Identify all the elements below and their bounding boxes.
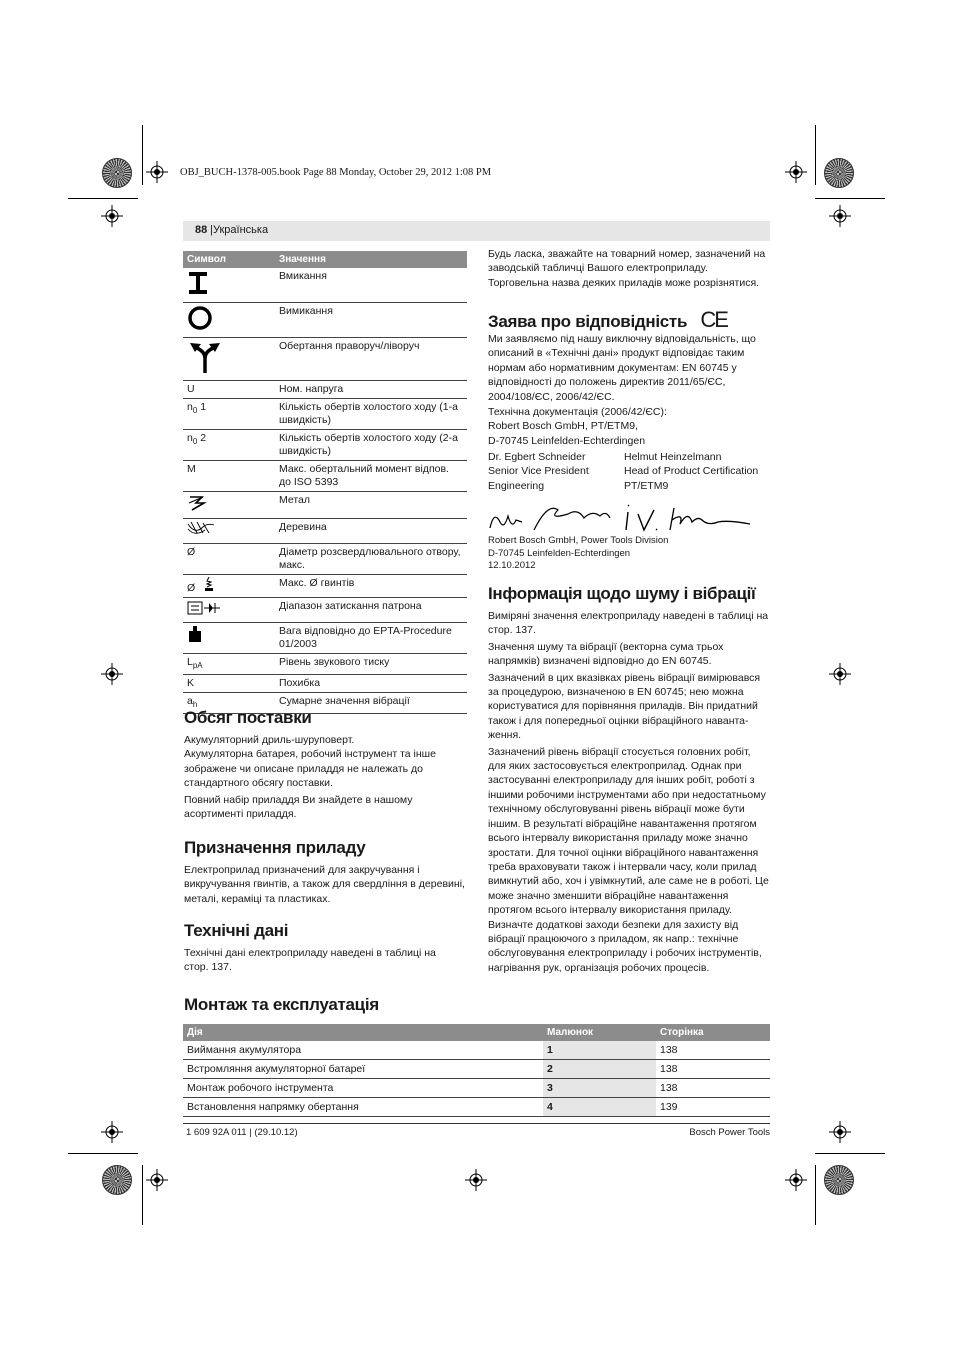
table-row: Монтаж робочого інструмента 3 138 xyxy=(183,1079,770,1098)
symbol-text: $a_h$ xyxy=(183,693,275,714)
symbol-value: Деревина xyxy=(275,519,467,544)
symbol-value: Вага відповідно до EPTA-Procedure 01/2003 xyxy=(275,623,467,654)
paragraph: Зазначений в цих вказівках рівень вібрації вимірювався за процедурою, визначеною в EN 60745; нею можна користуватися для порівняння приладів. Він придатний також і для попередньої оцінки вібраційного наванта-ження. xyxy=(488,671,761,742)
color-rosette-icon xyxy=(824,158,854,188)
table-row xyxy=(183,654,467,675)
symbol-value: Діапазон затискання патрона xyxy=(275,598,467,623)
assembly-heading: Монтаж та експлуатація xyxy=(184,995,379,1014)
assembly-table xyxy=(183,1024,770,1117)
purpose-heading: Призначення приладу xyxy=(184,838,366,857)
registration-mark-icon xyxy=(785,1169,807,1191)
purpose-text: Електроприлад призначений для закручування і викручування гвинтів, а також для свердління в деревині, металі, кераміці та пластиках. xyxy=(184,864,465,905)
noise-text xyxy=(488,609,770,977)
symbol-value: Кількість обертів холостого ходу (1-а швидкість) xyxy=(275,399,467,430)
registration-mark-icon xyxy=(829,663,851,685)
table-row xyxy=(183,381,467,399)
symbol-text: $n_0$ 2 xyxy=(183,430,275,461)
symbol-text: Ø xyxy=(183,544,275,575)
symbol-text: $n_0$ 1 xyxy=(183,399,275,430)
table-row xyxy=(183,268,467,303)
table-row xyxy=(183,623,467,654)
symbol-text: Ø xyxy=(183,575,275,598)
wood-icon xyxy=(187,521,215,537)
ce-mark-icon: CE xyxy=(700,307,727,332)
registration-mark-icon xyxy=(101,663,123,685)
symbol-value: Діаметр розсвердлювального отвору, макс. xyxy=(275,544,467,575)
paragraph: Повний набір приладдя Ви знайдете в нашому асортименті приладдя. xyxy=(184,793,413,821)
registration-mark-icon xyxy=(785,161,807,183)
language-label: Українська xyxy=(213,224,269,236)
symbol-table xyxy=(183,251,467,714)
technical-heading: Технічні дані xyxy=(184,921,289,940)
table-row xyxy=(183,544,467,575)
registration-mark-icon xyxy=(101,1121,123,1143)
table-row xyxy=(183,303,467,338)
color-rosette-icon xyxy=(102,158,132,188)
symbol-text: U xyxy=(183,381,275,399)
symbol-text: K xyxy=(183,675,275,693)
registration-mark-icon xyxy=(146,1169,168,1191)
symbol-value: Ном. напруга xyxy=(275,381,467,399)
table-row xyxy=(183,338,467,381)
symbol-text: $L_{pA}$ xyxy=(183,654,275,675)
conformity-text: Ми заявляємо під нашу виключну відповідальність, що описаний в «Технічні дані» продукт відповідає таким нормам або нормативним документам: EN 60745 у відповідності до положень директив 2011/65/ЄС, 2004/108/ЄС, 2006/42/ЄС. xyxy=(488,333,756,403)
symbol-value: Обертання праворуч/ліворуч xyxy=(275,338,467,381)
figure-header: Малюнок xyxy=(543,1024,656,1041)
rotation-direction-icon xyxy=(187,340,223,374)
registration-mark-icon xyxy=(101,205,123,227)
table-row xyxy=(183,675,467,693)
table-row xyxy=(183,430,467,461)
table-row xyxy=(183,461,467,492)
paragraph: Зазначений рівень вібрації стосується головних робіт, для яких застосовується електроприлад. Однак при застосуванні електроприладу для інших робіт, роботі з іншими робочими інструментами або при недостатньому технічному обслуговуванні рівень вібрації може бути іншим. В результаті вібраційне навантаження протягом всього інтервалу використання приладу може значно зростати. Для точної оцінки вібраційного навантаження треба враховувати також і інтервали часу, коли прилад вимкнутий або, хоч і увімкнутий, але саме не в роботі. Це може значно зменшити вібраційне навантаження протягом всього інтервалу використання приладу. Визначте додаткові заходи безпеки для захисту від вібрації працюючого з приладом, як напр.: технічне обслуговування електроприладу і робочих інструментів, нагрівання рук, організація робочих процесів. xyxy=(488,745,769,974)
symbol-value: Макс. обертальний момент відпов. до ISO 5393 xyxy=(275,461,467,492)
signer-1: Dr. Egbert Schneider Senior Vice President Engineering xyxy=(488,451,589,492)
right-intro: Будь ласка, зважайте на товарний номер, зазначений на заводській табличці Вашого електроприладу. Торговельна назва деяких приладів може розрізнятися. xyxy=(488,248,766,289)
symbol-value: Вимикання xyxy=(275,303,467,338)
registration-mark-icon xyxy=(829,1121,851,1143)
paragraph: Акумуляторний дриль-шуруповерт. Акумуляторна батарея, робочий інструмент та інше зображене чи описане приладдя не належать до стандартного обсягу поставки. xyxy=(184,734,436,790)
color-rosette-icon xyxy=(824,1165,854,1195)
table-row: Виймання акумулятора 1 138 xyxy=(183,1041,770,1060)
page-header: Сторінка xyxy=(656,1024,770,1041)
symbol-value: Метал xyxy=(275,492,467,519)
symbol-header: Символ xyxy=(183,251,275,268)
value-header: Значення xyxy=(275,251,467,268)
paragraph: Виміряні значення електроприладу наведені в таблиці на стор. 137. xyxy=(488,610,769,637)
page-header-bar xyxy=(183,221,770,241)
noise-heading: Інформація щодо шуму і вібрації xyxy=(488,584,756,603)
table-row xyxy=(183,492,467,519)
action-header: Дія xyxy=(183,1024,543,1041)
symbol-value: Сумарне значення вібрації xyxy=(275,693,467,714)
weight-icon xyxy=(187,625,203,643)
symbol-value: Кількість обертів холостого ходу (2-а швидкість) xyxy=(275,430,467,461)
print-header: OBJ_BUCH-1378-005.book Page 88 Monday, October 29, 2012 1:08 PM xyxy=(180,167,492,178)
symbol-value: Вмикання xyxy=(275,268,467,303)
delivery-heading: Обсяг поставки xyxy=(184,708,312,727)
screw-icon xyxy=(204,577,214,591)
table-row: Встромляння акумуляторної батареї 2 138 xyxy=(183,1060,770,1079)
signer-2: Helmut Heinzelmann Head of Product Certification PT/ETM9 xyxy=(624,451,759,492)
symbol-value: Макс. Ø гвинтів xyxy=(275,575,467,598)
symbol-value: Похибка xyxy=(275,675,467,693)
footer-divider xyxy=(183,1123,770,1124)
switch-on-icon xyxy=(187,270,209,296)
page-separator: | xyxy=(210,224,213,236)
page-number: 88 xyxy=(195,224,208,236)
table-row xyxy=(183,575,467,598)
chuck-range-icon xyxy=(187,600,221,616)
paragraph: Значення шуму та вібрації (векторна сума трьох напрямків) визначені відповідно до EN 60745. xyxy=(488,640,724,668)
signatures-icon xyxy=(488,500,758,536)
technical-text: Технічні дані електроприладу наведені в таблиці на стор. 137. xyxy=(184,947,436,974)
switch-off-icon xyxy=(187,305,213,331)
registration-mark-icon xyxy=(146,161,168,183)
registration-mark-icon xyxy=(465,1169,487,1191)
tech-doc-text: Технічна документація (2006/42/ЄС): Robert Bosch GmbH, PT/ETM9, D-70745 Leinfelden-Echterdingen xyxy=(488,406,667,447)
delivery-text xyxy=(184,733,468,823)
symbol-text: M xyxy=(183,461,275,492)
registration-mark-icon xyxy=(829,205,851,227)
table-row xyxy=(183,519,467,544)
table-row: Встановлення напрямку обертання 4 139 xyxy=(183,1098,770,1117)
company-block: Robert Bosch GmbH, Power Tools Division D-70745 Leinfelden-Echterdingen 12.10.2012 xyxy=(488,535,669,571)
color-rosette-icon xyxy=(102,1165,132,1195)
table-row xyxy=(183,399,467,430)
table-row xyxy=(183,598,467,623)
footer-right: Bosch Power Tools xyxy=(689,1127,770,1138)
symbol-value: Рівень звукового тиску xyxy=(275,654,467,675)
conformity-heading: Заява про відповідність CE xyxy=(488,307,727,332)
metal-icon xyxy=(187,494,207,512)
footer-left: 1 609 92A 011 | (29.10.12) xyxy=(186,1127,298,1138)
